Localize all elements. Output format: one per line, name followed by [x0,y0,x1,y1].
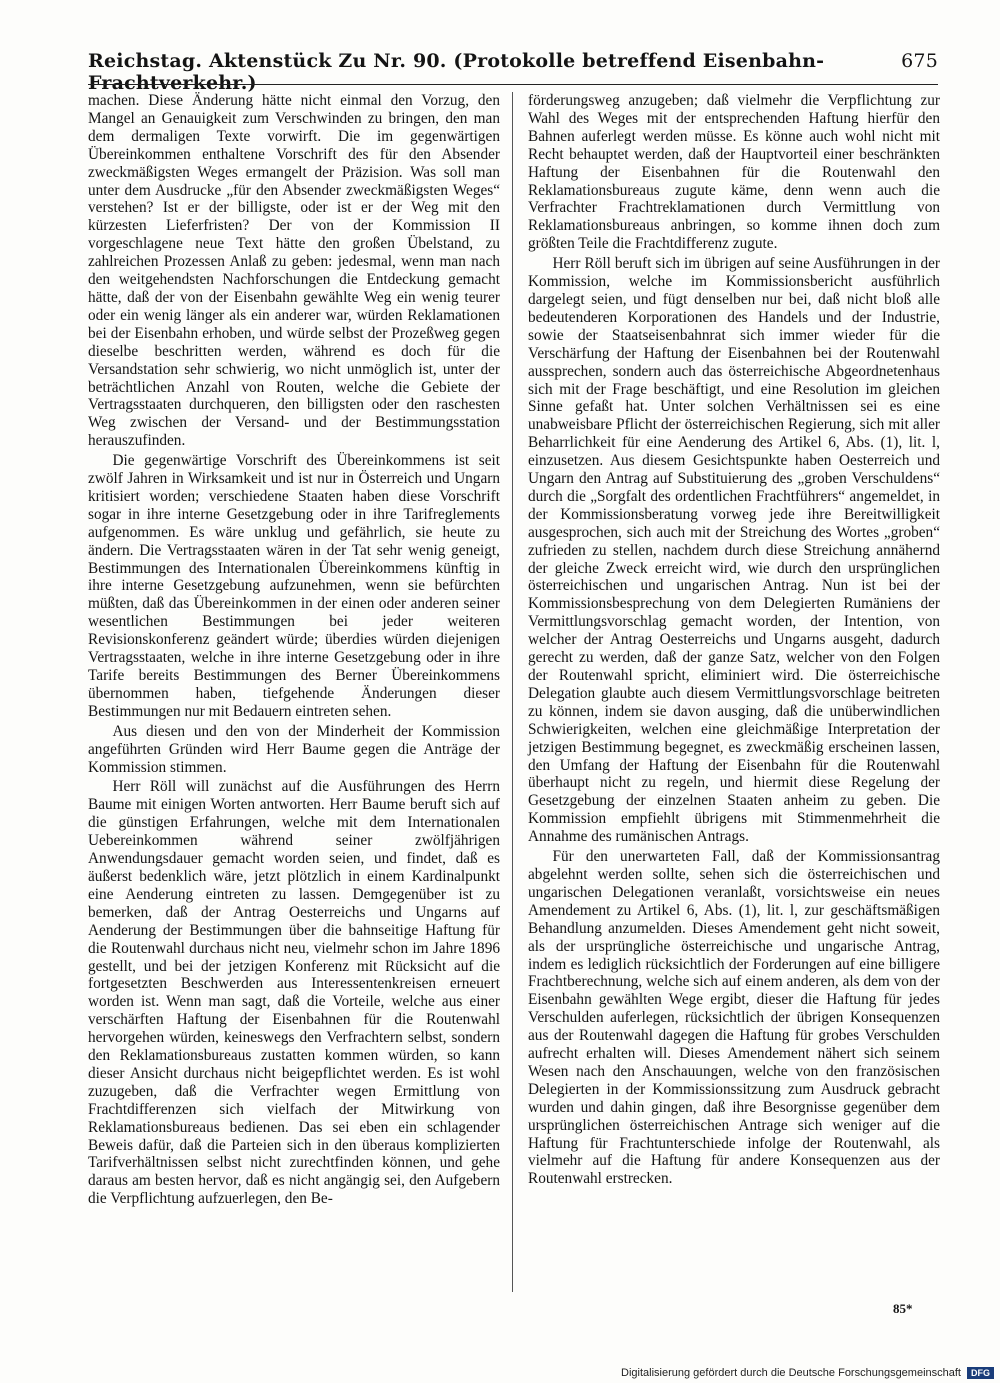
running-header [88,50,938,94]
paragraph: Herr Röll beruft sich im übrigen auf seine Ausführungen in der Kommission, welche im Kommissionsbericht ausführlich dargelegt seien, und fügt denselben nur bei, daß nicht bloß alle bedeutenderen Korporationen des Handels und der Industrie, sowie der Staatseisenbahnrat sich immer wieder für die Verschärfung der Haftung der Eisenbahnen bei der Routenwahl aussprechen, sondern auch das österreichische Abgeordnetenhaus sich mit der Frage beschäftigt, und eine Resolution im gleichen Sinne gefaßt hat. Unter solchen Verhältnissen sei es eine unabweisbare Pflicht der österreichischen Regierung, sich mit aller Beharrlichkeit für eine Aenderung des Artikel 6, Abs. (1), lit. l, einzusetzen. Aus diesem Gesichtspunkte haben Oesterreich und Ungarn den Antrag auf Substituierung des „groben Verschuldens“ durch die „Sorgfalt des ordentlichen Frachtführers“ angemeldet, in der Kommissionsberatung vorweg jede ihre Bereitwilligkeit ausgesprochen, sich auch mit der Streichung des Wortes „groben“ zufrieden zu stellen, nachdem durch diese Streichung annähernd der gleiche Zweck erreicht wird, wie durch den ursprünglichen österreichischen und ungarischen Antrag. Nun ist bei der Kommissionsbesprechung von dem Delegierten Rumäniens der Vermittlungsvorschlag gemacht worden, der Intention, von welcher der Antrag Oesterreichs und Ungarns ausgeht, dadurch gerecht zu werden, daß der ganze Satz, welcher von den Folgen der Routenwahl spricht, eliminiert wird. Die österreichische Delegation glaubte auch diesem Vermittlungsvorschlage beitreten zu können, indem sie davon ausging, daß die unüberwindlichen Schwierigkeiten, welchen eine gleichmäßige Interpretation der jetzigen Bestimmung begegnet, es zweckmäßig erscheinen lassen, den Umfang der Haftung der Eisenbahn für die Routenwahl überhaupt nicht zu regeln, und hiermit diese Regelung der Gesetzgebung der einzelnen Staaten anheim zu geben. Die Kommission empfiehlt übrigens mit Stimmenmehrheit die Annahme des rumänischen Antrags. [528,255,940,846]
page-number: 675 [901,50,938,72]
paragraph: Aus diesen und den von der Minderheit der Kommission angeführten Gründen wird Herr Baume gegen die Anträge der Kommission stimmen. [88,722,500,776]
header-rule [88,84,938,85]
paragraph: Für den unerwarteten Fall, daß der Kommissionsantrag abgelehnt werden sollte, sehen sich die österreichischen und ungarischen Delegationen veranlaßt, vorsichtsweise ein neues Amendement zu Artikel 6, Abs. (1), lit. l, zur geschäftsmäßigen Behandlung anzumelden. Dieses Amendement geht nicht soweit, als der ursprüngliche österreichische und ungarische Antrag, indem es lediglich rücksichtlich der Forderungen auf eine billigere Frachtberechnung, welche sich auf einem anderen, als dem von der Eisenbahn gewählten Wege ergibt, dieser die Haftung für jedes Verschulden auferlegen, rücksichtlich der übrigen Konsequenzen aus der Routenwahl dagegen die Haftung für grobes Verschulden aufrecht erhalten will. Dieses Amendement nähert sich seinem Wesen nach den Anschauungen, welche von den französischen Delegierten in der Kommissionssitzung zum Ausdruck gebracht wurden und dahin gingen, daß ihre Besorgnisse gegenüber dem ursprünglichen österreichischen Antrage sich weniger auf die Haftung für Frachtunterschiede infolge der Routenwahl, als vielmehr auf die Haftung für andere Konsequenzen aus der Routenwahl erstrecken. [528,848,940,1188]
column-divider [512,92,513,1292]
dfg-logo: DFG [967,1367,994,1379]
paragraph: Die gegenwärtige Vorschrift des Übereinkommens ist seit zwölf Jahren in Wirksamkeit und ist nur in Österreich und Ungarn kritisiert worden; verschiedene Staaten haben diese Vorschrift sogar in ihre interne Gesetzgebung oder in ihre Tarifreglements aufgenommen. Es wäre unklug und gefährlich, sie heute zu ändern. Die Vertragsstaaten wären in der Tat sehr wenig geneigt, Bestimmungen des Internationalen Übereinkommens künftig in ihre interne Gesetzgebung aufzunehmen, wenn sie befürchten müßten, daß das Übereinkommen in der einen oder anderen seiner wesentlichen Bestimmungen bei jeder weiteren Revisionskonferenz geändert würde; überdies würden diejenigen Vertragsstaaten, welche in ihre interne Gesetzgebung oder in ihre Tarife bereits Bestimmungen des Berner Übereinkommens übernommen haben, tiefgehende Änderungen dieser Bestimmungen nur mit Bedauern eintreten sehen. [88,452,500,720]
paragraph: machen. Diese Änderung hätte nicht einmal den Vorzug, den Mangel an Genauigkeit zum Verschwinden zu bringen, den man dem dermaligen Texte vorwirft. Die im gegenwärtigen Übereinkommen enthaltene Vorschrift des für den Absender zweckmäßigsten Weges ermangelt der Präzision. Was soll man unter dem Ausdrucke „für den Absender zweckmäßigsten Weges“ verstehen? Ist er der billigste, oder ist er der Weg mit den kürzesten Lieferfristen? Der von der Kommission II vorgeschlagene neue Text hätte den großen Übelstand, zu zahlreichen Prozessen Anlaß zu geben: jedesmal, wenn man nach den weitgehendsten Nachforschungen die Entdeckung gemacht hätte, daß der von der Eisenbahn gewählte Weg ein wenig teurer oder ein wenig länger als ein anderer war, würden Reklamationen bei der Eisenbahn erhoben, und würde selbst der Prozeßweg gegen dieselbe beschritten werden, während es doch für die Versandstation sehr schwierig, wo nicht unmöglich ist, unter der beträchtlichen Anzahl von Routen, welche die Gebiete der Vertragsstaaten durchqueren, den billigsten oder den raschesten Weg zwischen der Versand- und der Bestimmungsstation herauszufinden. [88,92,500,450]
signature-mark: 85* [893,1301,913,1316]
footer-text: Digitalisierung gefördert durch die Deutsche Forschungsgemeinschaft [621,1367,961,1379]
right-column [528,92,940,1188]
left-column [88,92,500,1208]
footer [520,1366,994,1380]
paragraph: förderungsweg anzugeben; daß vielmehr die Verpflichtung zur Wahl des Weges mit der entsprechenden Haftung hierfür den Bahnen auferlegt werden müsse. Es könne auch wohl nicht mit Recht behauptet werden, daß der Hauptvorteil einer beschränkten Haftung der Eisenbahnen für die Routenwahl den Reklamationsbureaus zugute käme, denn wenn auch die Verfrachter Frachtreklamationen durch Vermittlung von Reklamationsbureaus anbringen, so komme ihnen doch zum größten Teile die Frachtdifferenz zugute. [528,92,940,253]
header-title: Reichstag. Aktenstück Zu Nr. 90. (Protokolle betreffend Eisenbahn-Frachtverkehr.) [88,50,825,94]
paragraph: Herr Röll will zunächst auf die Ausführungen des Herrn Baume mit einigen Worten antworten. Herr Baume beruft sich auf die günstigen Erfahrungen, welche mit dem Internationalen Uebereinkommen während seiner zwölfjährigen Anwendungsdauer gemacht worden seien, und findet, daß es äußerst bedenklich wäre, jetzt plötzlich in einem Kardinalpunkt eine Aenderung eintreten zu lassen. Demgegenüber ist zu bemerken, daß der Antrag Oesterreichs und Ungarns auf Aenderung der Bestimmungen über die bahnseitige Haftung für die Routenwahl durchaus nicht neu, vielmehr schon im Jahre 1896 gestellt, und bei der jetzigen Konferenz mit Rücksicht auf die fortgesetzten Beschwerden aus Interessentenkreisen erneuert worden ist. Wenn man sagt, daß die Vorteile, welche aus einer verschärften Haftung der Eisenbahnen für die Routenwahl hervorgehen würden, keineswegs den Verfrachtern selbst, sondern den Reklamationsbureaus zustatten kommen würden, so kann dieser Ansicht durchaus nicht beigepflichtet werden. Es ist wohl zuzugeben, daß die Verfrachter wegen Ermittlung von Frachtdifferenzen sich vielfach der Mitwirkung von Reklamationsbureaus bedienen. Das sei eben ein schlagender Beweis dafür, daß die Parteien sich in den überaus komplizierten Tarifverhältnissen selbst nicht zurechtfinden können, und gehe daraus am besten hervor, daß es nicht angängig sei, den Aufgebern die Verpflichtung aufzuerlegen, den Be- [88,778,500,1208]
